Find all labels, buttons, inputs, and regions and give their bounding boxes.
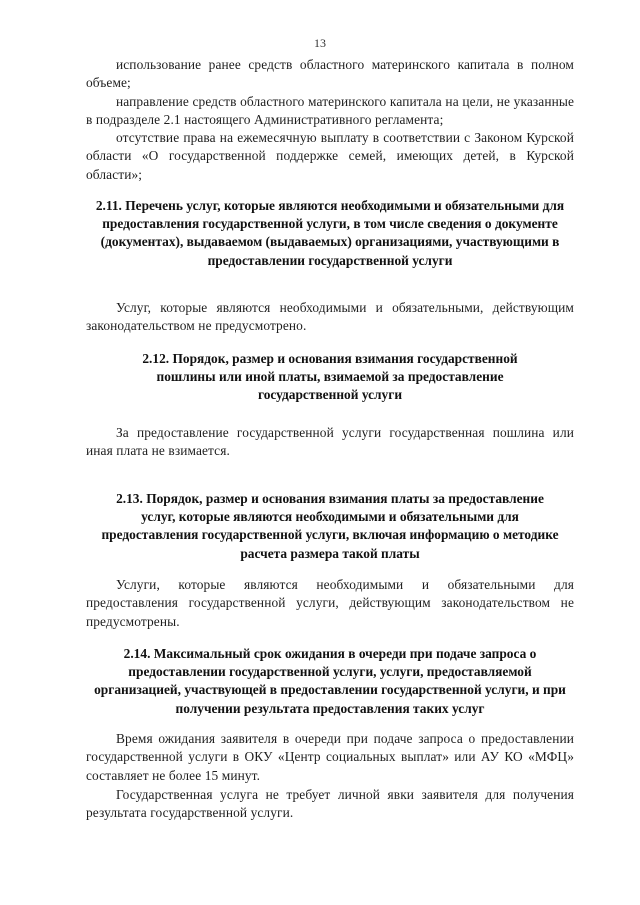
section-2-12-heading: 2.12. Порядок, размер и основания взимания государственной пошлины или иной платы, взимаемой за предоставление государственной услуги — [142, 351, 518, 403]
section-2-12-text: За предоставление государственной услуги государственная пошлина или иная плата не взимается. — [86, 425, 574, 459]
intro-paragraph-3: отсутствие права на ежемесячную выплату в соответствии с Законом Курской области «О государственной поддержке семей, имеющих детей, в Курской области»; — [86, 130, 574, 182]
section-2-14-text-2: Государственная услуга не требует личной явки заявителя для получения результата государственной услуги. — [86, 787, 574, 821]
intro-paragraph-1: использование ранее средств областного материнского капитала в полном объеме; — [86, 57, 574, 91]
intro-paragraph-2: направление средств областного материнского капитала на цели, не указанные в подразделе 2.1 настоящего Административного регламента; — [86, 94, 574, 128]
section-2-13-heading: 2.13. Порядок, размер и основания взимания платы за предоставление услуг, которые являются необходимыми и обязательными для предоставления государственной услуги, включая информацию о методике расчета размера такой платы — [101, 491, 559, 561]
section-2-11-heading: 2.11. Перечень услуг, которые являются необходимыми и обязательными для предоставления государственной услуги, в том числе сведения о документе (документах), выдаваемом (выдаваемых) организациями, участвующими в предоставлении государственной услуги — [95, 198, 565, 268]
section-2-13-text: Услуги, которые являются необходимыми и обязательными для предоставления государственной услуги, действующим законодательством не предусмотрены. — [86, 577, 574, 629]
section-2-11-text: Услуг, которые являются необходимыми и обязательными, действующим законодательством не предусмотрено. — [86, 300, 574, 334]
section-2-14-heading: 2.14. Максимальный срок ожидания в очереди при подаче запроса о предоставлении государственной услуги, услуги, предоставляемой организацией, участвующей в предоставлении государственной услуги, и при получении результата предоставления таких услуг — [94, 646, 566, 716]
section-2-14-text-1: Время ожидания заявителя в очереди при подаче запроса о предоставлении государственной услуги в ОКУ «Центр социальных выплат» или АУ КО «МФЦ» составляет не более 15 минут. — [86, 731, 574, 783]
page-number: 13 — [314, 36, 326, 50]
